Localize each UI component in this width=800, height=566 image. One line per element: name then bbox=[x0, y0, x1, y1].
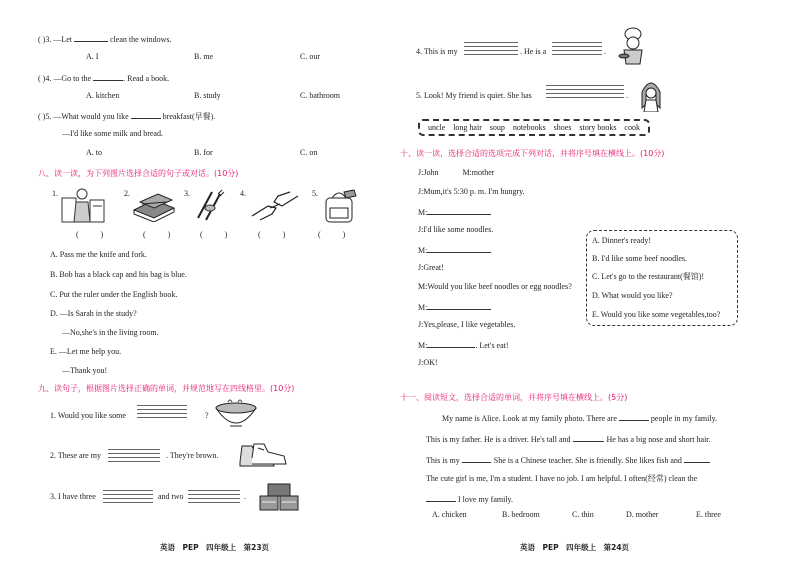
answer-blank[interactable] bbox=[427, 339, 475, 348]
four-line-grid[interactable] bbox=[188, 487, 240, 503]
answer-blank[interactable] bbox=[619, 412, 649, 421]
q4-option-c: C. bathroom bbox=[300, 91, 340, 100]
word-bank-item: cook bbox=[624, 123, 640, 132]
four-line-grid[interactable] bbox=[464, 39, 518, 55]
picture-hands-icon bbox=[250, 188, 300, 224]
answer-paren-4[interactable]: ( ) bbox=[258, 230, 296, 239]
passage-option-c: C. thin bbox=[572, 510, 594, 519]
r5-end: . bbox=[626, 91, 628, 100]
r4-start: 4. This is my bbox=[416, 47, 458, 56]
answer-blank[interactable] bbox=[427, 244, 491, 253]
dialogue-line-5: J:Great! bbox=[418, 263, 444, 272]
passage-option-d: D. mother bbox=[626, 510, 659, 519]
q3-stem: ( )3. —Let clean the windows. bbox=[38, 35, 172, 44]
answer-paren-5[interactable]: ( ) bbox=[318, 230, 356, 239]
answer-blank[interactable] bbox=[131, 110, 161, 119]
answer-blank[interactable] bbox=[684, 454, 710, 463]
dialogue-line-8: J:Yes,please, I like vegetables. bbox=[418, 320, 516, 329]
q5-stem: ( )5. —What would you like breakfast(早餐). bbox=[38, 112, 216, 121]
passage-line-1: My name is Alice. Look at my family photo. There are people in my family. bbox=[442, 414, 718, 423]
q5-option-b: B. for bbox=[194, 148, 213, 157]
pic-num-4: 4. bbox=[240, 189, 246, 198]
sentence-3-mid: and two bbox=[158, 492, 184, 501]
word-bank-item: shoes bbox=[553, 123, 572, 132]
option-e-reply: —Thank you! bbox=[62, 366, 108, 375]
q5-option-c: C. on bbox=[300, 148, 318, 157]
answer-blank[interactable] bbox=[426, 493, 456, 502]
q5-option-a: A. to bbox=[86, 148, 102, 157]
word-bank-item: long hair bbox=[453, 123, 482, 132]
picture-bag-icon bbox=[320, 186, 360, 226]
picture-girl-icon bbox=[638, 78, 664, 112]
sentence-2-end: . They're brown. bbox=[166, 451, 219, 460]
pic-num-1: 1. bbox=[52, 189, 58, 198]
option-d-reply: —No,she's in the living room. bbox=[62, 328, 159, 337]
four-line-grid[interactable] bbox=[103, 487, 153, 503]
sentence-1-end: ? bbox=[205, 411, 209, 420]
dialogue-option-e: E. Would you like some vegetables,too? bbox=[592, 310, 721, 319]
passage-option-e: E. three bbox=[696, 510, 721, 519]
answer-blank[interactable] bbox=[427, 301, 491, 310]
four-line-grid[interactable] bbox=[552, 39, 602, 55]
pic-num-5: 5. bbox=[312, 189, 318, 198]
q3-option-b: B. me bbox=[194, 52, 214, 61]
dialogue-option-b: B. I'd like some beef noodles. bbox=[592, 254, 687, 263]
word-bank-item: soup bbox=[489, 123, 505, 132]
word-bank-item: notebooks bbox=[512, 123, 546, 132]
sentence-3: 3. I have three bbox=[50, 492, 96, 501]
picture-notebooks-icon bbox=[256, 478, 302, 514]
option-e: E. —Let me help you. bbox=[50, 347, 122, 356]
dialogue-option-d: D. What would you like? bbox=[592, 291, 673, 300]
answer-paren-2[interactable]: ( ) bbox=[143, 230, 181, 239]
q4-option-b: B. study bbox=[194, 91, 221, 100]
dialogue-line-4: M: bbox=[418, 244, 491, 256]
right-page bbox=[400, 0, 800, 566]
dialogue-option-a: A. Dinner's ready! bbox=[592, 236, 651, 245]
r4-mid: . He is a bbox=[520, 47, 547, 56]
picture-books-icon bbox=[132, 190, 176, 222]
pic-num-2: 2. bbox=[124, 189, 130, 198]
passage-option-b: B. bedroom bbox=[502, 510, 540, 519]
sentence-3-end: . bbox=[244, 492, 246, 501]
answer-blank[interactable] bbox=[74, 33, 108, 42]
r5-start: 5. Look! My friend is quiet. She has bbox=[416, 91, 532, 100]
section-11-title: 十一、阅读短文，选择合适的单词，并将序号填在横线上。(5分) bbox=[400, 393, 628, 402]
four-line-grid[interactable] bbox=[546, 82, 624, 98]
picture-cutlery-icon bbox=[192, 188, 228, 224]
word-bank-item: story books bbox=[579, 123, 617, 132]
dialogue-roles: J:John M:mother bbox=[418, 168, 495, 177]
picture-cook-icon bbox=[618, 26, 648, 66]
passage-line-4: The cute girl is me, I'm a student. I have no job. I am helpful. I often(经常) clean the bbox=[426, 474, 698, 483]
q3-option-a: A. I bbox=[86, 52, 99, 61]
dialogue-option-c: C. Let's go to the restaurant(餐馆)! bbox=[592, 272, 705, 281]
dialogue-line-6: M:Would you like beef noodles or egg noodles? bbox=[418, 282, 572, 291]
r4-end: . bbox=[604, 47, 606, 56]
picture-soup-bowl-icon bbox=[214, 398, 258, 430]
q4-stem: ( )4. —Go to the . Read a book. bbox=[38, 74, 170, 83]
picture-shoes-icon bbox=[236, 436, 290, 472]
answer-blank[interactable] bbox=[93, 72, 123, 81]
picture-help-icon bbox=[60, 186, 108, 224]
answer-blank[interactable] bbox=[462, 454, 490, 463]
answer-blank[interactable] bbox=[427, 206, 491, 215]
sentence-1: 1. Would you like some bbox=[50, 411, 126, 420]
dialogue-line-1: J:Mum,it's 5:30 p. m. I'm hungry. bbox=[418, 187, 525, 196]
passage-line-2: This is my father. He is a driver. He's tall and . He has a big nose and short hair. bbox=[426, 435, 711, 444]
section-10-title: 十、读一读，选择合适的选项完成下列对话，并将序号填在横线上。(10分) bbox=[400, 149, 665, 158]
q3-option-c: C. our bbox=[300, 52, 320, 61]
word-bank bbox=[418, 119, 650, 136]
passage-line-5: I love my family. bbox=[426, 493, 513, 505]
sentence-2: 2. These are my bbox=[50, 451, 101, 460]
option-d: D. —Is Sarah in the study? bbox=[50, 309, 137, 318]
section-9-title: 九、读句子，根据图片选择正确的单词，并规范地写在四线格里。(10分) bbox=[38, 384, 295, 393]
four-line-grid[interactable] bbox=[108, 446, 160, 462]
dialogue-line-2: M: bbox=[418, 206, 491, 218]
dialogue-line-7: M: bbox=[418, 301, 491, 313]
page-footer-right: 英语 PEP 四年级上 第24页 bbox=[520, 543, 630, 552]
passage-option-a: A. chicken bbox=[432, 510, 467, 519]
answer-paren-3[interactable]: ( ) bbox=[200, 230, 238, 239]
q4-option-a: A. kitchen bbox=[86, 91, 120, 100]
answer-blank[interactable] bbox=[573, 433, 603, 442]
option-c: C. Put the ruler under the English book. bbox=[50, 290, 178, 299]
dialogue-line-10: J:OK! bbox=[418, 358, 438, 367]
four-line-grid[interactable] bbox=[137, 402, 187, 418]
dialogue-line-3: J:I'd like some noodles. bbox=[418, 225, 494, 234]
answer-paren-1[interactable]: ( ) bbox=[76, 230, 114, 239]
option-a: A. Pass me the knife and fork. bbox=[50, 250, 147, 259]
word-bank-item: uncle bbox=[427, 123, 446, 132]
option-b: B. Bob has a black cap and his bag is blue. bbox=[50, 270, 187, 279]
passage-line-3: This is my . She is a Chinese teacher. She is friendly. She likes fish and bbox=[426, 454, 710, 466]
page-footer-left: 英语 PEP 四年级上 第23页 bbox=[160, 543, 270, 552]
section-8-title: 八、读一读，为下列图片选择合适的句子或对话。(10分) bbox=[38, 169, 239, 178]
dialogue-line-9: M: . Let's eat! bbox=[418, 341, 509, 350]
pic-num-3: 3. bbox=[184, 189, 190, 198]
q5-reply: —I'd like some milk and bread. bbox=[62, 129, 163, 138]
